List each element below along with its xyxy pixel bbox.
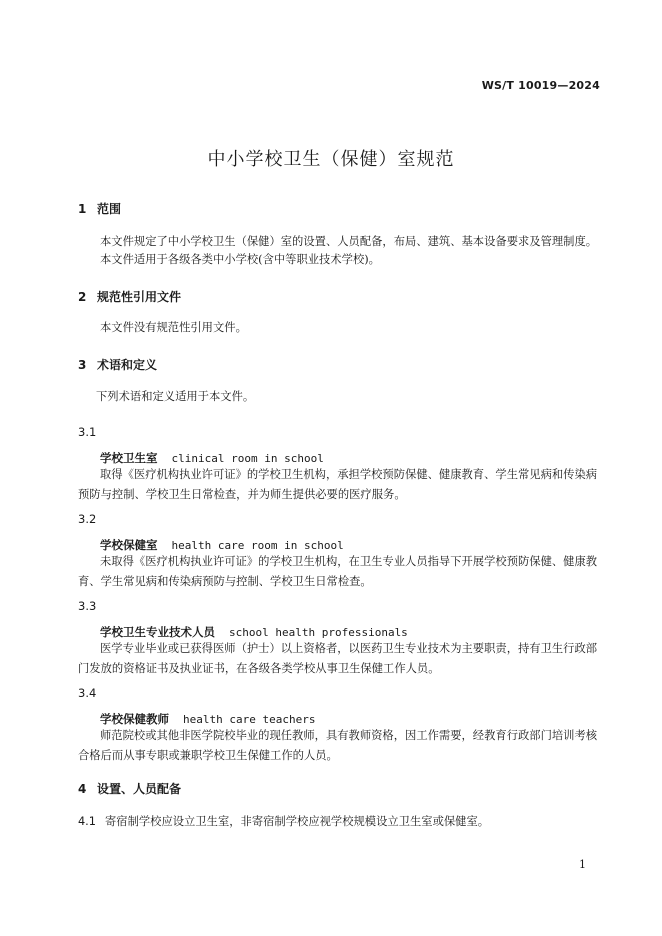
clause-number: 4.1 [78, 815, 96, 828]
term-entry [100, 624, 408, 640]
paragraph: 本文件规定了中小学校卫生（保健）室的设置、人员配备，布局、建筑、基本设备要求及管理制度。 [100, 235, 598, 248]
term-entry [100, 450, 324, 466]
section-number: 3 [78, 358, 87, 372]
section-3-heading [78, 356, 157, 373]
term-chinese: 学校卫生专业技术人员 [100, 625, 215, 639]
term-definition: 师范院校或其他非医学院校毕业的现任教师，具有教师资格，因工作需要，经教育行政部门培训考核合格后而从事专职或兼职学校卫生保健工作的人员。 [78, 729, 598, 762]
page-number: 1 [579, 858, 586, 871]
term-definition: 未取得《医疗机构执业许可证》的学校卫生机构，在卫生专业人员指导下开展学校预防保健、健康教育、学生常见病和传染病预防与控制、学校卫生日常检查。 [78, 555, 598, 588]
term-entry [100, 711, 315, 727]
term-english: health care teachers [183, 713, 316, 726]
section-2-heading [78, 288, 181, 305]
term-definition: 取得《医疗机构执业许可证》的学校卫生机构，承担学校预防保健、健康教育、学生常见病和传染病预防与控制、学校卫生日常检查，并为师生提供必要的医疗服务。 [78, 468, 598, 501]
section-title: 设置、人员配备 [97, 782, 182, 796]
clause-number: 3.1 [78, 425, 97, 439]
section-title: 规范性引用文件 [97, 290, 182, 304]
clause-text: 寄宿制学校应设立卫生室，非寄宿制学校应视学校规模设立卫生室或保健室。 [104, 815, 490, 828]
clause-number: 3.4 [78, 686, 97, 700]
section-4-heading [78, 780, 181, 797]
term-chinese: 学校卫生室 [100, 451, 158, 465]
document-title: 中小学校卫生（保健）室规范 [207, 149, 455, 170]
section-title: 范围 [97, 202, 122, 216]
clause-4-1 [78, 812, 601, 832]
paragraph: 下列术语和定义适用于本文件。 [96, 390, 255, 403]
clause-number: 3.2 [78, 512, 97, 526]
section-number: 1 [78, 202, 87, 216]
term-english: school health professionals [229, 626, 408, 639]
term-chinese: 学校保健室 [100, 538, 158, 552]
term-english: clinical room in school [171, 452, 324, 465]
section-1-heading [78, 200, 121, 217]
document-code: WS/T 10019—2024 [481, 79, 600, 92]
clause-number: 3.3 [78, 599, 97, 613]
section-title: 术语和定义 [97, 358, 158, 372]
term-definition: 医学专业毕业或已获得医师（护士）以上资格者，以医药卫生专业技术为主要职责，持有卫生行政部门发放的资格证书及执业证书，在各级各类学校从事卫生保健工作人员。 [78, 642, 598, 675]
section-number: 4 [78, 782, 87, 796]
paragraph: 本文件没有规范性引用文件。 [100, 321, 247, 334]
term-chinese: 学校保健教师 [100, 712, 169, 726]
term-entry [100, 537, 344, 553]
term-english: health care room in school [171, 539, 344, 552]
section-number: 2 [78, 290, 87, 304]
paragraph: 本文件适用于各级各类中小学校(含中等职业技术学校)。 [100, 253, 380, 266]
